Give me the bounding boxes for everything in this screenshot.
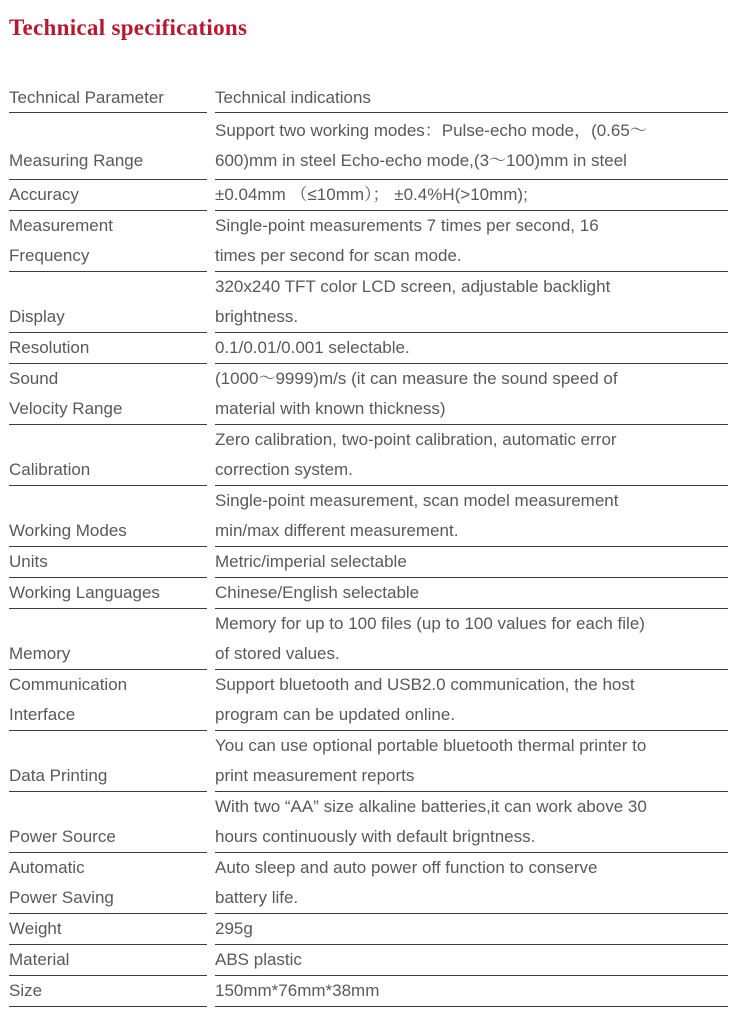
param-line: Velocity Range <box>9 399 123 418</box>
content-cell <box>215 578 728 609</box>
content-line: Zero calibration, two-point calibration, automatic error <box>215 430 617 449</box>
table-row <box>9 486 728 547</box>
column-gap <box>207 84 215 113</box>
table-header-row <box>9 84 728 113</box>
param-cell <box>9 914 207 945</box>
content-line: min/max different measurement. <box>215 521 459 540</box>
table-row <box>9 211 728 272</box>
content-line: 320x240 TFT color LCD screen, adjustable backlight <box>215 277 611 296</box>
table-row <box>9 609 728 670</box>
param-cell <box>9 486 207 547</box>
content-line: Memory for up to 100 files (up to 100 values for each file) <box>215 614 645 633</box>
param-line: Working Modes <box>9 521 127 540</box>
param-cell <box>9 945 207 976</box>
content-line: correction system. <box>215 460 353 479</box>
content-line: Metric/imperial selectable <box>215 552 407 571</box>
content-line: ABS plastic <box>215 950 302 969</box>
column-gap <box>207 731 215 792</box>
content-cell <box>215 486 728 547</box>
param-cell <box>9 670 207 731</box>
content-cell <box>215 364 728 425</box>
column-gap <box>207 364 215 425</box>
param-cell <box>9 180 207 211</box>
content-line: Support two working modes：Pulse-echo mode，(0.65～ <box>215 121 647 140</box>
param-line: Frequency <box>9 246 90 265</box>
content-line: 295g <box>215 919 253 938</box>
param-cell <box>9 425 207 486</box>
spec-table <box>9 84 728 1007</box>
table-row <box>9 945 728 976</box>
table-row <box>9 180 728 211</box>
column-gap <box>207 945 215 976</box>
column-gap <box>207 578 215 609</box>
param-cell <box>9 333 207 364</box>
param-line: Size <box>9 981 43 1000</box>
content-cell <box>215 211 728 272</box>
content-cell <box>215 180 728 211</box>
content-line: Auto sleep and auto power off function to conserve <box>215 858 598 877</box>
table-row <box>9 670 728 731</box>
content-cell <box>215 425 728 486</box>
content-line: (1000～9999)m/s (it can measure the sound speed of <box>215 369 618 388</box>
param-line: Display <box>9 307 65 326</box>
content-line: You can use optional portable bluetooth thermal printer to <box>215 736 647 755</box>
table-row <box>9 425 728 486</box>
content-line: program can be updated online. <box>215 705 456 724</box>
param-line: Power Saving <box>9 888 114 907</box>
param-cell <box>9 853 207 914</box>
header-content-label: Technical indications <box>215 88 371 107</box>
param-line: Power Source <box>9 827 116 846</box>
content-cell <box>215 853 728 914</box>
column-gap <box>207 547 215 578</box>
content-cell <box>215 945 728 976</box>
table-row <box>9 333 728 364</box>
content-line: Single-point measurements 7 times per second, 16 <box>215 216 599 235</box>
param-line: Measurement <box>9 216 113 235</box>
content-line: material with known thickness) <box>215 399 446 418</box>
content-line: print measurement reports <box>215 766 415 785</box>
column-gap <box>207 333 215 364</box>
header-param-cell <box>9 84 207 113</box>
table-row <box>9 914 728 945</box>
table-row <box>9 547 728 578</box>
column-gap <box>207 486 215 547</box>
column-gap <box>207 113 215 180</box>
content-line: of stored values. <box>215 644 340 663</box>
column-gap <box>207 792 215 853</box>
content-cell <box>215 547 728 578</box>
table-row <box>9 364 728 425</box>
param-line: Calibration <box>9 460 91 479</box>
param-line: Accuracy <box>9 185 79 204</box>
table-row <box>9 853 728 914</box>
column-gap <box>207 180 215 211</box>
content-line: Support bluetooth and USB2.0 communication, the host <box>215 675 635 694</box>
content-cell <box>215 333 728 364</box>
content-cell <box>215 670 728 731</box>
content-cell <box>215 976 728 1007</box>
content-line: ±0.04mm （≤10mm）； ±0.4%H(>10mm); <box>215 185 528 204</box>
param-cell <box>9 113 207 180</box>
table-row <box>9 578 728 609</box>
param-line: Weight <box>9 919 62 938</box>
content-cell <box>215 113 728 180</box>
content-line: With two “AA” size alkaline batteries,it can work above 30 <box>215 797 647 816</box>
column-gap <box>207 853 215 914</box>
param-cell <box>9 272 207 333</box>
content-line: Chinese/English selectable <box>215 583 420 602</box>
param-line: Working Languages <box>9 583 160 602</box>
param-line: Data Printing <box>9 766 108 785</box>
param-cell <box>9 578 207 609</box>
column-gap <box>207 976 215 1007</box>
param-cell <box>9 211 207 272</box>
param-line: Material <box>9 950 70 969</box>
table-row <box>9 731 728 792</box>
header-param-label: Technical Parameter <box>9 88 164 107</box>
column-gap <box>207 211 215 272</box>
table-row <box>9 976 728 1007</box>
param-cell <box>9 547 207 578</box>
column-gap <box>207 609 215 670</box>
table-row <box>9 113 728 180</box>
param-cell <box>9 792 207 853</box>
content-line: hours continuously with default brigntness. <box>215 827 536 846</box>
content-line: 150mm*76mm*38mm <box>215 981 380 1000</box>
param-line: Interface <box>9 705 76 724</box>
param-line: Measuring Range <box>9 151 144 170</box>
param-line: Memory <box>9 644 71 663</box>
content-line: brightness. <box>215 307 299 326</box>
page-title: Technical specifications <box>9 15 248 40</box>
table-body <box>9 113 728 1007</box>
param-cell <box>9 364 207 425</box>
column-gap <box>207 670 215 731</box>
column-gap <box>207 425 215 486</box>
param-cell <box>9 731 207 792</box>
column-gap <box>207 914 215 945</box>
table-row <box>9 272 728 333</box>
header-content-cell <box>215 84 728 113</box>
content-line: 600)mm in steel Echo-echo mode,(3～100)mm in steel <box>215 151 627 170</box>
param-line: Sound <box>9 369 59 388</box>
param-line: Resolution <box>9 338 90 357</box>
param-line: Communication <box>9 675 128 694</box>
content-line: 0.1/0.01/0.001 selectable. <box>215 338 410 357</box>
content-line: times per second for scan mode. <box>215 246 462 265</box>
param-cell <box>9 976 207 1007</box>
param-cell <box>9 609 207 670</box>
param-line: Units <box>9 552 48 571</box>
content-cell <box>215 914 728 945</box>
content-line: Single-point measurement, scan model measurement <box>215 491 619 510</box>
content-line: battery life. <box>215 888 299 907</box>
content-cell <box>215 609 728 670</box>
table-row <box>9 792 728 853</box>
column-gap <box>207 272 215 333</box>
content-cell <box>215 731 728 792</box>
param-line: Automatic <box>9 858 85 877</box>
content-cell <box>215 272 728 333</box>
content-cell <box>215 792 728 853</box>
